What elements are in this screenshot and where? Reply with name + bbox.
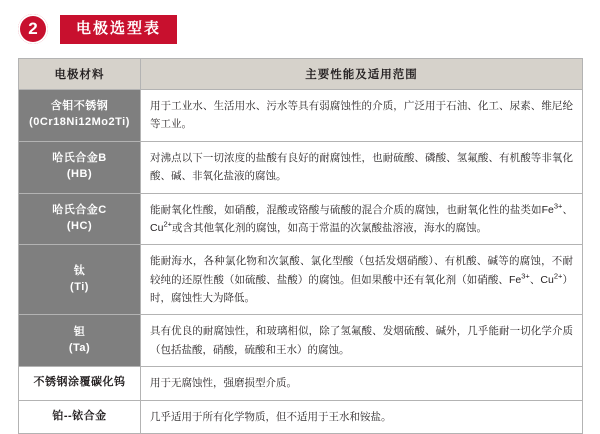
desc-text: 、Cu xyxy=(150,203,573,234)
table-row xyxy=(19,141,583,193)
material-name-line2: (0Cr18Ni12Mo2Ti) xyxy=(29,116,130,129)
desc-sup: 2+ xyxy=(553,271,563,281)
section-number-badge: 2 xyxy=(18,14,48,44)
cell-material: 铂--铱合金 xyxy=(19,400,141,433)
cell-description: 对沸点以下一切浓度的盐酸有良好的耐腐蚀性，也耐硫酸、磷酸、氢氟酸、有机酸等非氧化酸、碱、非氧化盐液的腐蚀。 xyxy=(141,141,583,193)
desc-text: 、Cu xyxy=(529,273,554,286)
desc-text: ）时，腐蚀性大为降低。 xyxy=(150,273,573,304)
material-name-line1: 钛 xyxy=(73,264,86,277)
table-row xyxy=(19,193,583,245)
page-header xyxy=(18,12,582,46)
desc-text: 能耐海水，各种氯化物和次氯酸、氯化型酸（包括发烟硝酸）、有机酸、碱等的腐蚀，不耐较纯的还原性酸（如硫酸、盐酸）的腐蚀。但如果酸中还有氧化剂（如硝酸、Fe xyxy=(150,255,573,286)
desc-text: 或含其他氧化剂的腐蚀，如高于常温的次氯酸盐溶液，海水的腐蚀。 xyxy=(172,221,487,234)
cell-description: 具有优良的耐腐蚀性，和玻璃相似，除了氢氟酸、发烟硫酸、碱外，几乎能耐一切化学介质（包括盐酸，硝酸，硫酸和王水）的腐蚀。 xyxy=(141,315,583,367)
cell-description xyxy=(141,193,583,245)
column-header-description: 主要性能及适用范围 xyxy=(141,59,583,90)
cell-material xyxy=(19,141,141,193)
table-row xyxy=(19,400,583,433)
cell-material xyxy=(19,315,141,367)
material-name-line2: (Ti) xyxy=(70,280,89,293)
desc-text: 能耐氧化性酸，如硝酸，混酸或铬酸与硫酸的混合介质的腐蚀，也耐氧化性的盐类如Fe xyxy=(150,203,554,216)
table-header-row xyxy=(19,59,583,90)
cell-material xyxy=(19,245,141,315)
desc-sup: 2+ xyxy=(163,219,172,229)
page-title: 电极选型表 xyxy=(60,15,177,44)
desc-sup: 3+ xyxy=(553,201,563,210)
table-row xyxy=(19,315,583,367)
cell-material: 不锈钢涂覆碳化钨 xyxy=(19,367,141,400)
material-name-line1: 钽 xyxy=(73,325,86,338)
material-name-line2: (HC) xyxy=(66,219,93,232)
material-name-line1: 哈氏合金B xyxy=(52,152,107,165)
electrode-selection-table xyxy=(18,58,583,434)
table-body xyxy=(19,90,583,434)
cell-description xyxy=(141,245,583,315)
material-name-line2: (Ta) xyxy=(68,341,91,354)
cell-material xyxy=(19,90,141,142)
table-row xyxy=(19,90,583,142)
table-row xyxy=(19,367,583,400)
material-name-line2: (HB) xyxy=(66,168,93,181)
desc-sup: 3+ xyxy=(521,271,530,281)
material-name-line1: 含钼不锈钢 xyxy=(50,100,109,113)
column-header-material: 电极材料 xyxy=(19,59,141,90)
material-name-line1: 哈氏合金C xyxy=(52,203,107,216)
cell-description: 用于无腐蚀性，强磨损型介质。 xyxy=(141,367,583,400)
cell-material xyxy=(19,193,141,245)
cell-description: 几乎适用于所有化学物质，但不适用于王水和铵盐。 xyxy=(141,400,583,433)
cell-description: 用于工业水、生活用水、污水等具有弱腐蚀性的介质，广泛用于石油、化工、尿素、维尼纶等工业。 xyxy=(141,90,583,142)
table-row xyxy=(19,245,583,315)
